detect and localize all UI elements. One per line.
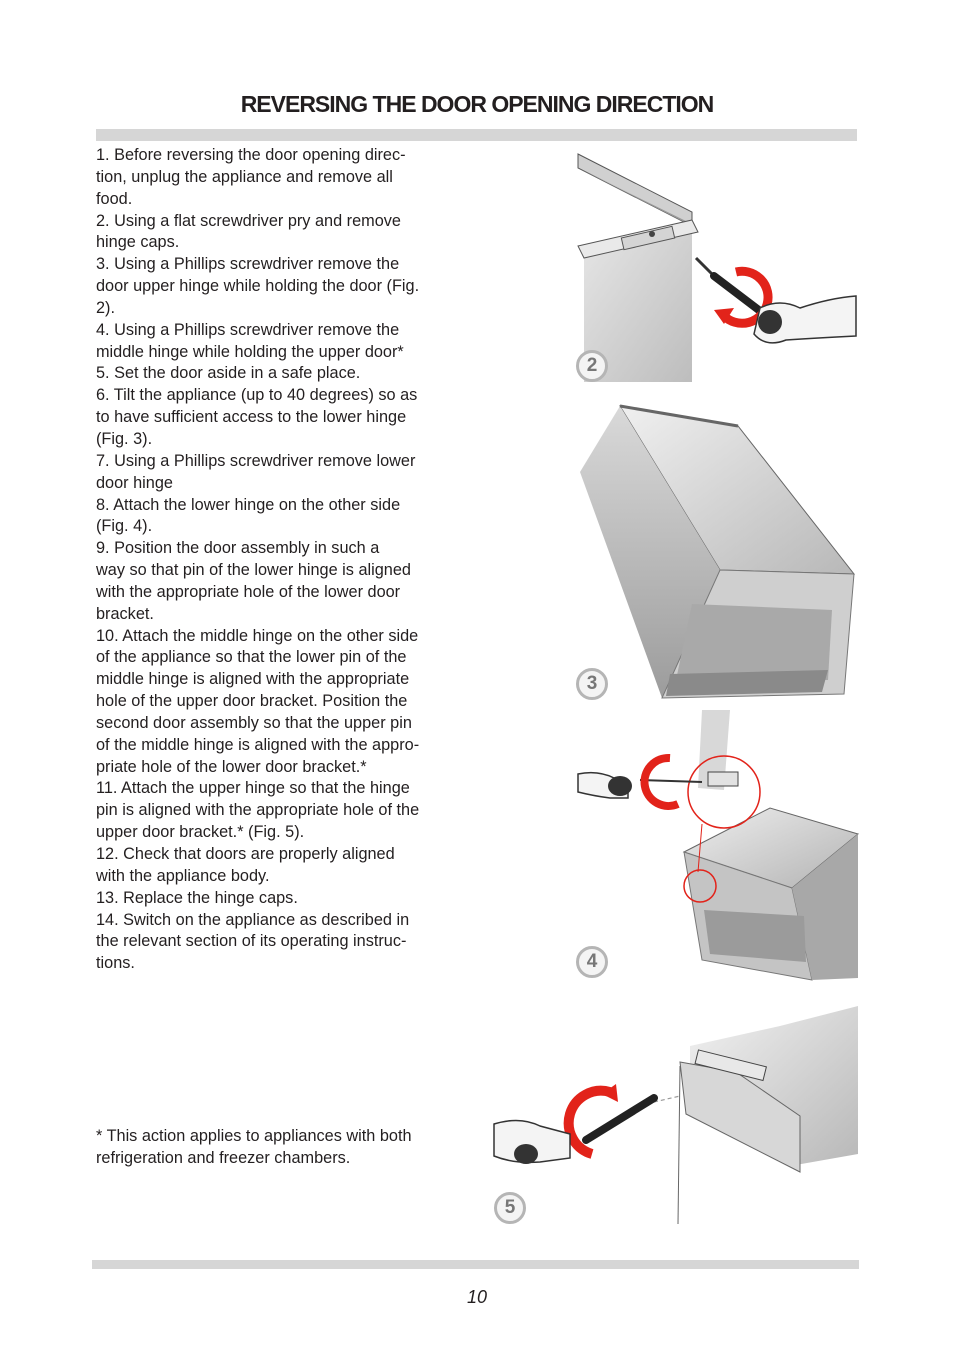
page-number: 10 [466,1287,488,1307]
step-line: 8. Attach the lower hinge on the other side [96,495,401,514]
step-line: 12. Check that doors are properly aligned [96,845,395,863]
step-line: middle hinge is aligned with the appropriate [96,670,410,689]
step-line: 1. Before reversing the door opening direc- [96,146,406,164]
step-line: tions. [96,954,135,973]
figure-2-badge: 2 [576,350,608,382]
footnote [96,1126,466,1170]
step-line: 3. Using a Phillips screwdriver remove the [96,255,400,274]
step-line: 7. Using a Phillips screwdriver remove lower [96,451,416,470]
figure-3-badge: 3 [576,668,608,700]
step-line: priate hole of the lower door bracket.* [96,757,367,776]
figure-4-badge: 4 [576,946,608,978]
step-line: 14. Switch on the appliance as described in [96,910,410,929]
step-line: 11. Attach the upper hinge so that the hinge [96,779,410,798]
step-line: food. [96,189,133,208]
footnote-line: refrigeration and freezer chambers. [96,1148,351,1167]
step-line: 10. Attach the middle hinge on the other side [96,626,419,645]
step-line: door upper hinge while holding the door (Fig. [96,277,420,296]
step-line: 13. Replace the hinge caps. [96,888,298,907]
step-line: (Fig. 4). [96,517,153,536]
step-line: of the appliance so that the lower pin of the [96,648,407,667]
figure-2-upper-hinge [574,146,860,386]
step-line: of the middle hinge is aligned with the appro- [96,735,420,754]
step-line: tion, unplug the appliance and remove all [96,167,393,186]
page-title: REVERSING THE DOOR OPENING DIRECTION [240,91,714,117]
step-line: door hinge [96,473,173,492]
step-line: upper door bracket.* (Fig. 5). [96,823,305,842]
figure-5-badge: 5 [494,1192,526,1224]
figure-4-lower-hinge [574,710,860,982]
step-line: 2. Using a flat screwdriver pry and remove [96,211,401,230]
step-line: with the appropriate hole of the lower door [96,582,401,601]
step-line: bracket. [96,604,154,623]
figure-5-upper-hinge-attach [490,1004,860,1226]
step-line: hinge caps. [96,233,180,252]
step-line: 4. Using a Phillips screwdriver remove the [96,320,400,339]
step-line: with the appliance body. [96,866,270,885]
step-line: pin is aligned with the appropriate hole of the [96,801,420,820]
step-line: 5. Set the door aside in a safe place. [96,364,361,383]
step-line: middle hinge while holding the upper door* [96,342,404,361]
step-line: 6. Tilt the appliance (up to 40 degrees) so as [96,386,418,405]
header-rule [96,129,857,141]
instruction-steps [96,145,461,975]
step-line: hole of the upper door bracket. Position the [96,692,408,711]
step-line: 2). [96,298,116,317]
footer-rule [92,1260,859,1269]
step-line: second door assembly so that the upper pin [96,713,412,732]
footnote-line: * This action applies to appliances with both [96,1127,412,1145]
step-line: to have sufficient access to the lower hinge [96,408,407,427]
figure-3-tilted-appliance [574,398,860,704]
step-line: (Fig. 3). [96,429,153,448]
step-line: way so that pin of the lower hinge is aligned [96,561,411,580]
step-line: 9. Position the door assembly in such a [96,539,380,558]
step-line: the relevant section of its operating instruc- [96,932,407,951]
